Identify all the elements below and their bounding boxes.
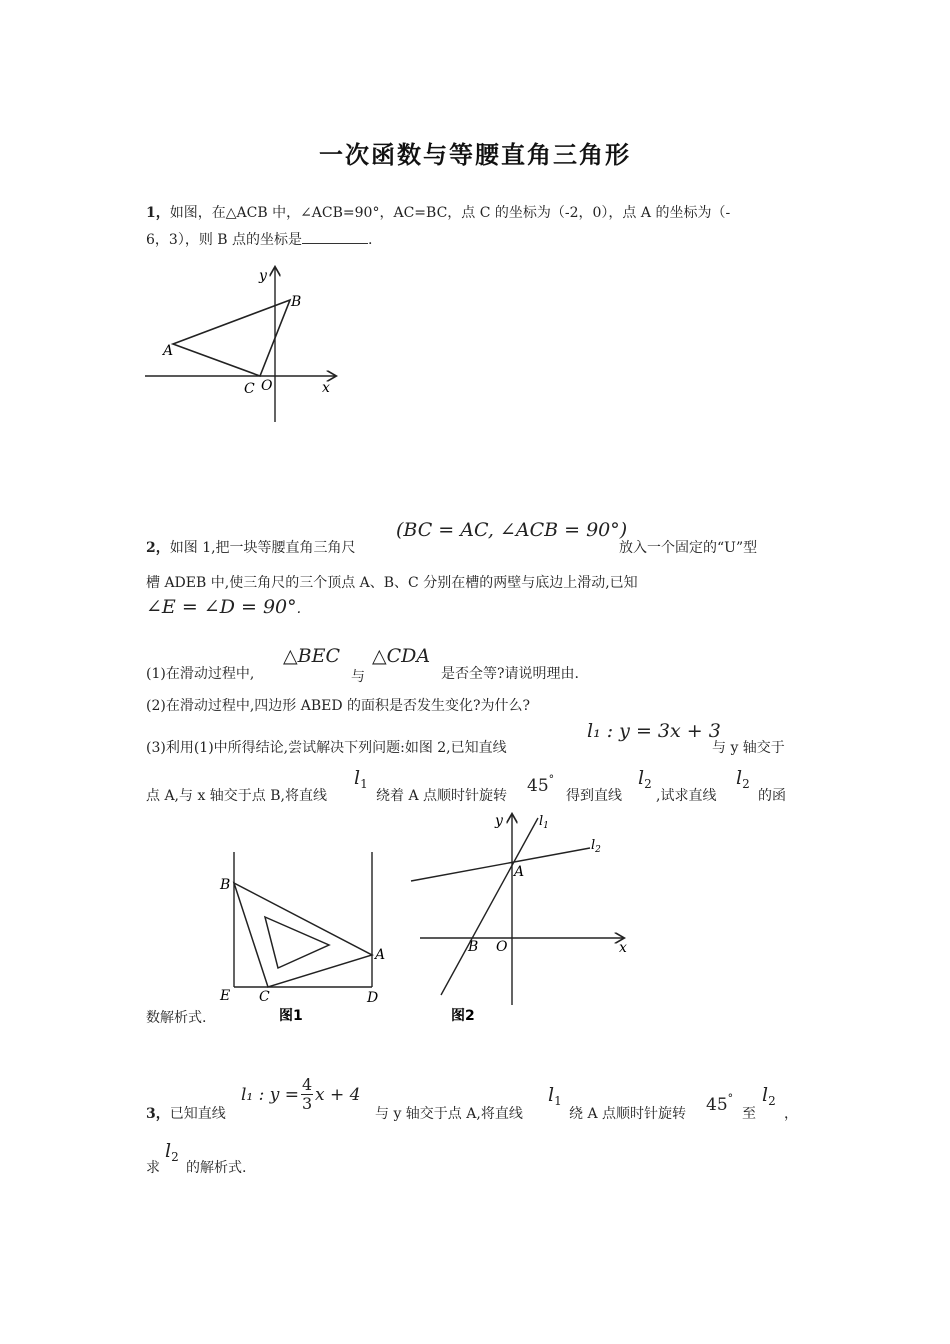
fig2-line-l2 <box>411 848 590 881</box>
q1-label-x: x <box>322 380 330 396</box>
q2-p1-b: 是否全等?请说明理由. <box>441 666 579 682</box>
q3-angle <box>706 1092 733 1115</box>
fig2-l1-letter: l <box>539 814 544 829</box>
q2-condition-2 <box>146 596 301 618</box>
fig2-label-l1 <box>539 814 549 831</box>
fig2-line-l1 <box>441 818 538 995</box>
q3-l1 <box>548 1084 562 1108</box>
q1-triangle-acb <box>173 300 290 376</box>
q3-text-c: 绕 A 点顺时针旋转 <box>569 1106 687 1122</box>
fig1-triangle-outer <box>234 883 372 987</box>
fig2-l2-sub: 2 <box>595 845 601 855</box>
q3-angle-deg: ° <box>727 1092 734 1105</box>
q2-p3-d: 绕着 A 点顺时针旋转 <box>376 788 508 804</box>
q2-triangle-bec: △BEC <box>283 645 340 667</box>
q1-label-c: C <box>244 381 255 397</box>
q3-l2-sub: 2 <box>768 1094 776 1108</box>
q3-text-a: 已知直线 <box>169 1106 226 1122</box>
q2-p3-l2b-letter: l <box>736 767 743 789</box>
q3-line1-a <box>146 1103 226 1123</box>
q3-l2b-sub: 2 <box>171 1150 179 1164</box>
q2-p3-b: 与 y 轴交于 <box>712 740 785 756</box>
q1-line2 <box>146 229 372 249</box>
q2-text-2: 放入一个固定的“U”型 <box>619 540 758 556</box>
q1-line1 <box>146 202 730 222</box>
q3-text-e: ， <box>784 1106 798 1122</box>
fig2-label-b: B <box>468 939 479 955</box>
q2-p3-a: (3)利用(1)中所得结论,尝试解决下列问题:如图 2,已知直线 <box>146 740 507 756</box>
fig1-triangle-inner <box>265 917 329 968</box>
fig2-label-x: x <box>619 940 627 956</box>
q2-p3-l1-letter: l <box>354 767 361 789</box>
q2-p3-l2-letter: l <box>638 767 645 789</box>
q3-l1-sub: 1 <box>554 1094 562 1108</box>
q3-eq-fraction <box>301 1076 313 1113</box>
q2-figure-2 <box>405 805 640 1030</box>
q2-p3-h: 数解析式. <box>146 1010 207 1026</box>
fig1-label-a: A <box>375 947 386 963</box>
q2-p3-angle-deg: ° <box>548 773 555 786</box>
q2-line1 <box>146 537 356 557</box>
q1-label-a: A <box>163 343 174 359</box>
fig1-label-d: D <box>367 990 379 1006</box>
page-title: 一次函数与等腰直角三角形 <box>319 140 631 169</box>
fig1-caption: 图1 <box>279 1008 303 1024</box>
q3-text-b: 与 y 轴交于点 A,将直线 <box>375 1106 523 1122</box>
q2-triangle-cda: △CDA <box>372 645 431 667</box>
q3-eq-numerator: 4 <box>301 1075 313 1094</box>
q2-p1-a: (1)在滑动过程中, <box>146 666 255 682</box>
q1-label-y: y <box>259 268 267 284</box>
q3-l2 <box>762 1084 776 1108</box>
q2-p3-l2 <box>638 767 652 791</box>
q2-p3-l2b <box>736 767 750 791</box>
q3-l2b-letter: l <box>165 1140 172 1162</box>
q1-text-3: . <box>368 232 373 248</box>
q2-p1-and: 与 <box>351 669 365 685</box>
q3-l2-letter: l <box>762 1084 769 1106</box>
fig2-label-o: O <box>496 939 508 955</box>
fig2-label-l2 <box>591 838 601 855</box>
q3-l1-letter: l <box>548 1084 555 1106</box>
q2-p3-l1-sub: 1 <box>360 777 368 791</box>
q1-figure <box>140 262 340 427</box>
fig2-l2-letter: l <box>591 838 596 853</box>
q2-p3-equation: l₁ : y = 3x + 3 <box>587 720 721 742</box>
q2-angle-condition: ∠E = ∠D = 90° <box>146 596 297 618</box>
fig2-label-a: A <box>514 864 525 880</box>
fig1-label-c: C <box>259 989 270 1005</box>
fig2-caption: 图2 <box>451 1008 475 1024</box>
q1-answer-blank[interactable] <box>302 231 368 244</box>
q2-p3-g: 的函 <box>758 788 786 804</box>
q1-label-o: O <box>261 378 273 394</box>
q1-text-1: 如图，在△ACB 中，∠ACB=90°，AC=BC，点 C 的坐标为（-2，0），点 A 的坐标为（- <box>169 205 731 221</box>
q1-label-b: B <box>291 294 302 310</box>
q1-text-2: 6，3），则 B 点的坐标是 <box>146 232 303 248</box>
fig2-label-y: y <box>495 813 503 829</box>
q2-condition: (BC = AC, ∠ACB = 90°) <box>396 519 628 541</box>
q3-eq-denominator: 3 <box>301 1094 313 1113</box>
q2-p3-f: ,试求直线 <box>656 788 717 804</box>
q3-number: 3， <box>146 1106 170 1122</box>
q2-p3-c: 点 A,与 x 轴交于点 B,将直线 <box>146 788 327 804</box>
q2-line2: 槽 ADEB 中,使三角尺的三个顶点 A、B、C 分别在槽的两壁与底边上滑动,已知 <box>146 575 638 591</box>
fig1-label-e: E <box>220 988 231 1004</box>
q2-number: 2， <box>146 540 170 556</box>
q2-p3-angle-value: 45 <box>527 776 549 796</box>
fig2-l1-sub: 1 <box>543 821 549 831</box>
q2-p3-l2b-sub: 2 <box>742 777 750 791</box>
q3-text-f: 求 <box>146 1160 160 1176</box>
fig1-label-b: B <box>220 877 231 893</box>
q3-text-d: 至 <box>742 1106 756 1122</box>
q3-l2b <box>165 1140 179 1164</box>
q2-p2: (2)在滑动过程中,四边形 ABED 的面积是否发生变化?为什么? <box>146 698 531 714</box>
q3-text-g: 的解析式. <box>186 1160 247 1176</box>
q2-text-1: 如图 1,把一块等腰直角三角尺 <box>169 540 356 556</box>
q2-p3-angle <box>527 773 554 796</box>
q2-p3-e: 得到直线 <box>566 788 622 804</box>
q2-figure-1 <box>212 845 392 1030</box>
q1-number: 1， <box>146 205 170 221</box>
q2-p3-l1 <box>354 767 368 791</box>
q2-condition-period: . <box>296 601 302 617</box>
q2-p3-l2-sub: 2 <box>644 777 652 791</box>
q3-eq-rhs: x + 4 <box>315 1084 361 1105</box>
q3-equation <box>241 1076 361 1113</box>
q3-angle-value: 45 <box>706 1095 728 1115</box>
q3-eq-lhs: l₁ : y = <box>241 1084 300 1105</box>
